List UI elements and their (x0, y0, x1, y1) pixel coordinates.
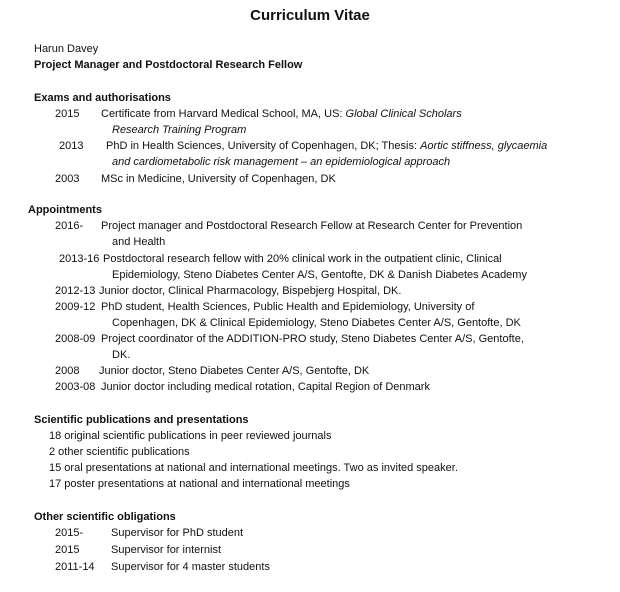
publications-heading: Scientific publications and presentations (34, 414, 249, 426)
exam-year: 2003 (55, 173, 80, 185)
appointment-year: 2009-12 (55, 301, 96, 313)
obligation-year: 2015- (55, 527, 84, 539)
exam-text: MSc in Medicine, University of Copenhagen, DK (101, 173, 336, 185)
appointment-text: Project coordinator of the ADDITION-PRO study, Steno Diabetes Center A/S, Gentofte, (101, 333, 524, 345)
appointment-text-cont: Copenhagen, DK & Clinical Epidemiology, Steno Diabetes Center A/S, Gentofte, DK (112, 317, 521, 329)
cv-name: Harun Davey (34, 43, 99, 55)
page-title: Curriculum Vitae (250, 7, 370, 24)
appointment-text-cont: and Health (112, 236, 166, 248)
obligation-text: Supervisor for internist (111, 544, 222, 556)
exam-year: 2015 (55, 108, 80, 120)
appointment-text: Junior doctor, Clinical Pharmacology, Bispebjerg Hospital, DK. (99, 285, 402, 297)
appointment-text: PhD student, Health Sciences, Public Health and Epidemiology, University of (101, 301, 475, 313)
obligation-year: 2011-14 (55, 561, 95, 573)
appointment-text-cont: Epidemiology, Steno Diabetes Center A/S, Gentofte, DK & Danish Diabetes Academy (112, 269, 527, 281)
obligation-text: Supervisor for PhD student (111, 527, 244, 539)
appointment-text: Junior doctor including medical rotation, Capital Region of Denmark (101, 381, 430, 393)
appointment-year: 2008-09 (55, 333, 96, 345)
publication-item: 15 oral presentations at national and international meetings. Two as invited speaker. (49, 462, 458, 474)
appointments-heading: Appointments (28, 204, 102, 216)
exams-heading: Exams and authorisations (34, 92, 171, 104)
exam-text-cont: and cardiometabolic risk management – an epidemiological approach (112, 156, 451, 168)
appointment-year: 2008 (55, 365, 80, 377)
appointment-text: Postdoctoral research fellow with 20% clinical work in the outpatient clinic, Clinical (103, 253, 502, 265)
appointment-text-cont: DK. (112, 349, 131, 361)
obligation-text: Supervisor for 4 master students (111, 561, 270, 573)
exam-text: Certificate from Harvard Medical School, MA, US: Global Clinical Scholars (101, 108, 462, 120)
publication-item: 17 poster presentations at national and international meetings (49, 478, 350, 490)
obligation-year: 2015 (55, 544, 80, 556)
appointment-text: Junior doctor, Steno Diabetes Center A/S, Gentofte, DK (99, 365, 370, 377)
cv-position: Project Manager and Postdoctoral Research Fellow (34, 59, 303, 71)
publication-item: 2 other scientific publications (49, 446, 190, 458)
publication-item: 18 original scientific publications in peer reviewed journals (49, 430, 332, 442)
appointment-year: 2016- (55, 220, 84, 232)
obligations-heading: Other scientific obligations (34, 511, 176, 523)
exam-text-cont: Research Training Program (112, 124, 247, 136)
appointment-year: 2013-16 (59, 253, 100, 265)
appointment-year: 2012-13 (55, 285, 96, 297)
appointment-year: 2003-08 (55, 381, 96, 393)
appointment-text: Project manager and Postdoctoral Research Fellow at Research Center for Prevention (101, 220, 523, 232)
exam-year: 2013 (59, 140, 84, 152)
exam-text: PhD in Health Sciences, University of Copenhagen, DK; Thesis: Aortic stiffness, glycaemia (106, 140, 548, 152)
